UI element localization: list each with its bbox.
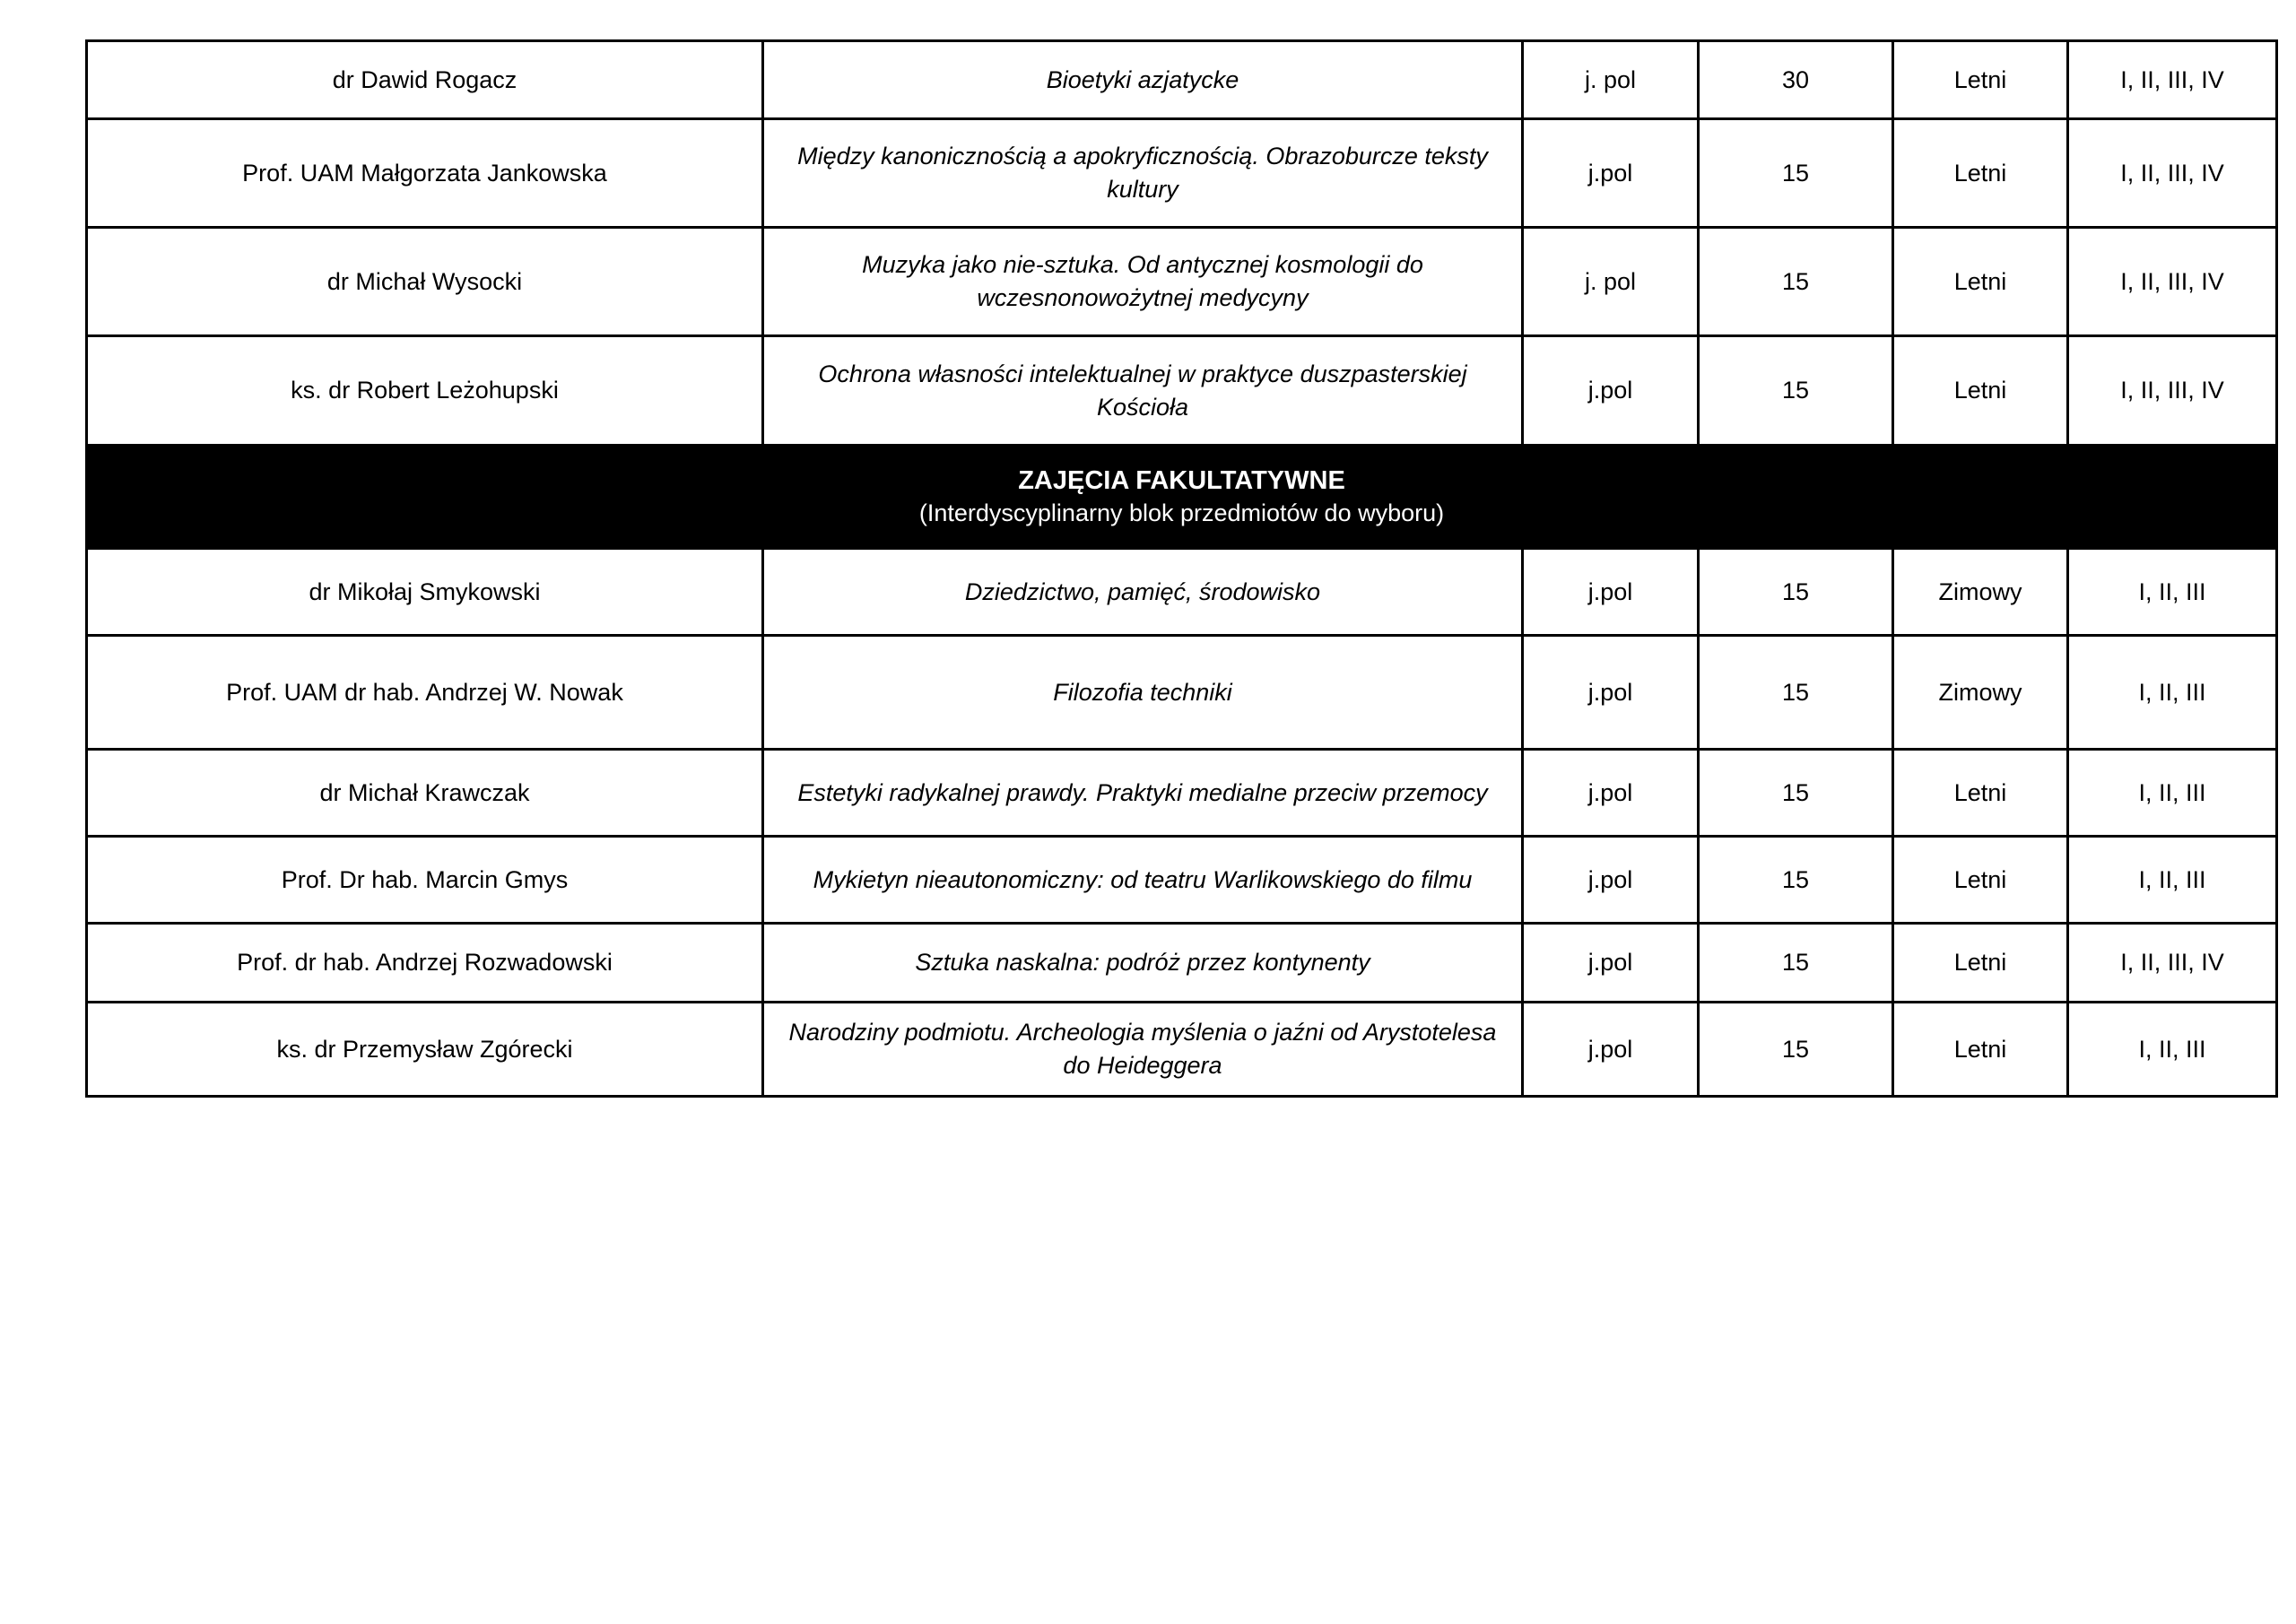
language-cell: j. pol	[1523, 228, 1699, 336]
hours-cell: 15	[1699, 924, 1893, 1003]
course-title-cell: Bioetyki azjatycke	[763, 41, 1523, 119]
hours-cell: 15	[1699, 1003, 1893, 1097]
table-row	[87, 336, 2277, 446]
language-cell: j.pol	[1523, 750, 1699, 837]
table-row	[87, 119, 2277, 228]
semester-cell: Letni	[1893, 924, 2068, 1003]
course-title-cell: Sztuka naskalna: podróż przez kontynenty	[763, 924, 1523, 1003]
lecturer-cell: dr Michał Krawczak	[87, 750, 763, 837]
semester-cell: Zimowy	[1893, 636, 2068, 750]
table-row	[87, 750, 2277, 837]
course-title-cell: Narodziny podmiotu. Archeologia myślenia o jaźni od Arystotelesa do Heideggera	[763, 1003, 1523, 1097]
language-cell: j. pol	[1523, 41, 1699, 119]
section-header	[87, 446, 2277, 549]
lecturer-cell: dr Michał Wysocki	[87, 228, 763, 336]
language-cell: j.pol	[1523, 837, 1699, 924]
hours-cell: 15	[1699, 750, 1893, 837]
lecturer-cell: Prof. UAM dr hab. Andrzej W. Nowak	[87, 636, 763, 750]
years-cell: I, II, III, IV	[2068, 924, 2277, 1003]
table-row	[87, 1003, 2277, 1097]
lecturer-cell: ks. dr Robert Leżohupski	[87, 336, 763, 446]
hours-cell: 15	[1699, 336, 1893, 446]
years-cell: I, II, III, IV	[2068, 336, 2277, 446]
course-title-cell: Muzyka jako nie-sztuka. Od antycznej kosmologii do wczesnonowożytnej medycyny	[763, 228, 1523, 336]
hours-cell: 15	[1699, 837, 1893, 924]
semester-cell: Letni	[1893, 1003, 2068, 1097]
hours-cell: 15	[1699, 228, 1893, 336]
semester-cell: Letni	[1893, 336, 2068, 446]
years-cell: I, II, III	[2068, 549, 2277, 636]
table-row	[87, 41, 2277, 119]
hours-cell: 30	[1699, 41, 1893, 119]
semester-cell: Letni	[1893, 228, 2068, 336]
lecturer-cell: Prof. UAM Małgorzata Jankowska	[87, 119, 763, 228]
lecturer-cell: dr Dawid Rogacz	[87, 41, 763, 119]
table-row	[87, 837, 2277, 924]
table-row	[87, 549, 2277, 636]
language-cell: j.pol	[1523, 549, 1699, 636]
language-cell: j.pol	[1523, 336, 1699, 446]
semester-cell: Letni	[1893, 750, 2068, 837]
years-cell: I, II, III, IV	[2068, 41, 2277, 119]
hours-cell: 15	[1699, 119, 1893, 228]
years-cell: I, II, III	[2068, 1003, 2277, 1097]
table-row	[87, 228, 2277, 336]
course-title-cell: Mykietyn nieautonomiczny: od teatru Warlikowskiego do filmu	[763, 837, 1523, 924]
language-cell: j.pol	[1523, 924, 1699, 1003]
course-title-cell: Między kanonicznością a apokryficznością. Obrazoburcze teksty kultury	[763, 119, 1523, 228]
table-row	[87, 924, 2277, 1003]
course-title-cell: Dziedzictwo, pamięć, środowisko	[763, 549, 1523, 636]
language-cell: j.pol	[1523, 119, 1699, 228]
section-subtitle: (Interdyscyplinarny blok przedmiotów do wyboru)	[918, 499, 1445, 526]
course-title-cell: Ochrona własności intelektualnej w praktyce duszpasterskiej Kościoła	[763, 336, 1523, 446]
course-table	[85, 39, 2278, 1098]
hours-cell: 15	[1699, 549, 1893, 636]
language-cell: j.pol	[1523, 636, 1699, 750]
lecturer-cell: dr Mikołaj Smykowski	[87, 549, 763, 636]
table-row	[87, 636, 2277, 750]
years-cell: I, II, III, IV	[2068, 228, 2277, 336]
course-title-cell: Filozofia techniki	[763, 636, 1523, 750]
lecturer-cell: Prof. Dr hab. Marcin Gmys	[87, 837, 763, 924]
lecturer-cell: Prof. dr hab. Andrzej Rozwadowski	[87, 924, 763, 1003]
years-cell: I, II, III	[2068, 837, 2277, 924]
semester-cell: Letni	[1893, 837, 2068, 924]
semester-cell: Zimowy	[1893, 549, 2068, 636]
years-cell: I, II, III	[2068, 636, 2277, 750]
semester-cell: Letni	[1893, 41, 2068, 119]
semester-cell: Letni	[1893, 119, 2068, 228]
years-cell: I, II, III, IV	[2068, 119, 2277, 228]
course-title-cell: Estetyki radykalnej prawdy. Praktyki medialne przeciw przemocy	[763, 750, 1523, 837]
hours-cell: 15	[1699, 636, 1893, 750]
years-cell: I, II, III	[2068, 750, 2277, 837]
section-title: ZAJĘCIA FAKULTATYWNE	[1018, 466, 1345, 495]
lecturer-cell: ks. dr Przemysław Zgórecki	[87, 1003, 763, 1097]
language-cell: j.pol	[1523, 1003, 1699, 1097]
section-header-row	[87, 446, 2277, 549]
